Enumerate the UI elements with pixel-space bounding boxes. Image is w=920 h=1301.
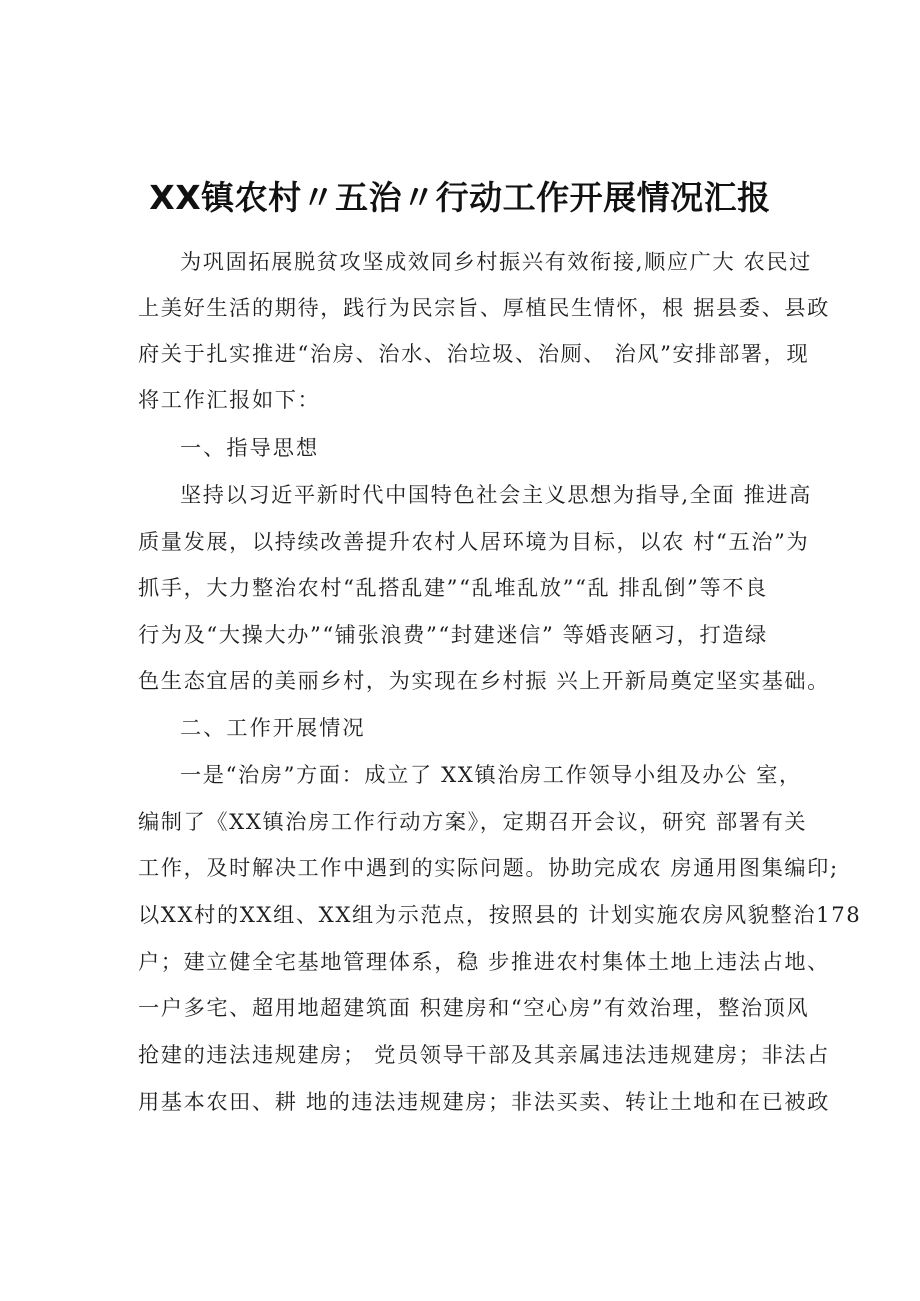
paragraph-line: 一户多宅、超用地超建筑面 积建房和“空心房”有效治理，整治顶风 (138, 995, 810, 1020)
section-heading-work-progress: 二、工作开展情况 (180, 715, 366, 740)
paragraph-line: 上美好生活的期待，践行为民宗旨、厚植民生情怀，根 据县委、县政 (138, 295, 830, 320)
paragraph-line: 行为及“大操大办”“铺张浪费”“封建迷信” 等婚丧陋习，打造绿 (138, 622, 768, 647)
paragraph-line: 工作，及时解决工作中遇到的实际问题。协助完成农 房通用图集编印; (138, 855, 839, 880)
paragraph-line: 色生态宜居的美丽乡村，为实现在乡村振 兴上开新局奠定坚实基础。 (138, 668, 830, 693)
paragraph-line: 编制了《XX镇治房工作行动方案》，定期召开会议，研究 部署有关 (138, 809, 808, 834)
paragraph-line: 质量发展，以持续改善提升农村人居环境为目标，以农 村“五治”为 (138, 529, 810, 554)
paragraph-line: 用基本农田、耕 地的违法违规建房；非法买卖、转让土地和在已被政 (138, 1089, 830, 1114)
paragraph-line: 抢建的违法违规建房； 党员领导干部及其亲属违法违规建房；非法占 (138, 1042, 830, 1067)
document-title: XX镇农村〃五治〃行动工作开展情况汇报 (149, 178, 771, 217)
paragraph-line: 抓手，大力整治农村“乱搭乱建”“乱堆乱放”“乱 排乱倒”等不良 (138, 575, 768, 600)
paragraph-line: 府关于扎实推进“治房、治水、治垃圾、治厕、 治风”安排部署，现 (138, 341, 810, 366)
paragraph-line: 坚持以习近平新时代中国特色社会主义思想为指导,全面 推进高 (180, 482, 812, 507)
paragraph-line: 一是“治房”方面：成立了 XX镇治房工作领导小组及办公 室， (180, 762, 802, 787)
paragraph-line: 为巩固拓展脱贫攻坚成效同乡村振兴有效衔接,顺应广大 农民过 (180, 249, 812, 274)
paragraph-line: 以XX村的XX组、XX组为示范点，按照县的 计划实施农房风貌整治178 (138, 902, 862, 927)
paragraph-line: 户；建立健全宅基地管理体系，稳 步推进农村集体土地上违法占地、 (138, 949, 830, 974)
paragraph-line: 将工作汇报如下： (138, 387, 321, 412)
section-heading-guiding-thought: 一、指导思想 (180, 435, 320, 460)
